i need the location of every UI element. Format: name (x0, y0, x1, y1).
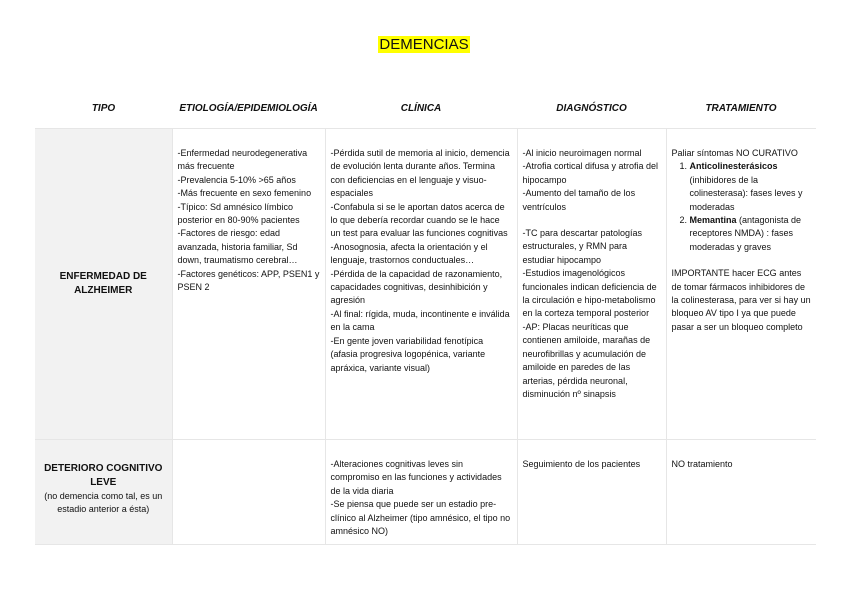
type-name: ENFERMEDAD DE ALZHEIMER (59, 271, 147, 296)
text-line: -Factores genéticos: APP, PSEN1 y PSEN 2 (177, 268, 320, 293)
cell-etiologia (172, 440, 325, 545)
header-etiologia: ETIOLOGÍA/EPIDEMIOLOGÍA (172, 88, 325, 129)
spacer (523, 214, 661, 227)
cell-clinica (325, 440, 517, 545)
text-line: Seguimiento de los pacientes (522, 459, 641, 469)
treatment-note: IMPORTANTE hacer ECG antes de tomar fármacos inhibidores de la colinesterasa, para ver si hay un bloqueo AV tipo I ya que puede pasar a ser un bloqueo completo (671, 268, 811, 332)
text-line: -Típico: Sd amnésico límbico posterior en 80-90% pacientes (177, 201, 300, 226)
table-row-alzheimer (35, 129, 816, 440)
text-line: -AP: Placas neuríticas que contienen amiloide, marañas de neurofibrillas y acumulación de amiloide en paredes de las arterias, pérdida neuronal, disminución nº sinapsis (522, 321, 651, 399)
text-line: -Enfermedad neurodegenerativa más frecuente (177, 148, 308, 172)
cell-diagnostico (517, 129, 666, 440)
text-line: -Al inicio neuroimagen normal (522, 148, 642, 158)
drug-name: Anticolinesterásicos (689, 161, 778, 172)
text-line: -Confabula si se le aportan datos acerca de lo que debería recordar cuando se le hace un test para evaluar las funciones cognitivas (330, 201, 508, 239)
header-clinica: CLÍNICA (325, 88, 517, 129)
document-title-wrap (0, 36, 848, 54)
spacer (672, 254, 812, 267)
type-name: DETERIORO COGNITIVO LEVE (44, 463, 163, 488)
text-line: -Atrofia cortical difusa y atrofia del hipocampo (522, 161, 659, 185)
text-line: -Anosognosia, afecta la orientación y el lenguaje, trastornos conductuales… (330, 241, 488, 266)
header-diagnostico: DIAGNÓSTICO (517, 88, 666, 129)
text-line: -Estudios imagenológicos funcionales indican deficiencia de la circulación e hipo-metabolismo en la corteza temporal posterior (522, 268, 657, 319)
cell-tipo (35, 129, 172, 440)
treatment-list (672, 160, 812, 254)
cell-tratamiento (666, 440, 816, 545)
drug-detail: (inhibidores de la colinesterasa): fases leves y moderadas (689, 174, 803, 212)
header-tipo: TIPO (35, 88, 172, 129)
text-line: -Aumento del tamaño de los ventrículos (522, 188, 636, 212)
text-line: -En gente joven variabilidad fenotípica (afasia progresiva logopénica, variante apráxica, variante visual) (330, 335, 486, 373)
cell-tipo (35, 440, 172, 545)
text-line: NO tratamiento (671, 459, 733, 469)
type-subtitle: (no demencia como tal, es un estadio anterior a ésta) (44, 491, 163, 514)
text-line: -Pérdida sutil de memoria al inicio, demencia de evolución lenta durante años. Termina con deficiencias en el lenguaje y visuo-espaciales (330, 148, 510, 199)
treatment-intro: Paliar síntomas NO CURATIVO (671, 148, 798, 158)
text-line: -Al final: rígida, muda, incontinente e inválida en la cama (330, 308, 510, 333)
drug-detail: (antagonista de receptores NMDA) : fases moderadas y graves (689, 215, 802, 252)
document-title: DEMENCIAS (379, 36, 469, 53)
text-line: -Más frecuente en sexo femenino (177, 188, 312, 199)
drug-name: Memantina (689, 215, 737, 226)
list-item (690, 214, 812, 254)
cell-tratamiento (666, 129, 816, 440)
text-line: -Factores de riesgo: edad avanzada, historia familiar, Sd down, traumatismo cerebral… (177, 228, 298, 266)
text-line: -TC para descartar patologías estructurales, y RMN para estudiar hipocampo (522, 228, 643, 265)
text-line: -Pérdida de la capacidad de razonamiento, capacidades cognitivas, desinhibición y agresión (330, 268, 503, 306)
list-item (690, 160, 812, 214)
text-line: -Alteraciones cognitivas leves sin compromiso en las funciones y actividades de la vida diaria (330, 459, 502, 496)
header-row (35, 88, 816, 129)
cell-etiologia (172, 129, 325, 440)
dementia-table (35, 88, 816, 545)
cell-diagnostico (517, 440, 666, 545)
text-line: -Prevalencia 5-10% >65 años (177, 174, 296, 185)
table-row-deterioro (35, 440, 816, 545)
text-line: -Se piensa que puede ser un estadio pre-clínico al Alzheimer (tipo amnésico, el tipo no amnésico NO) (330, 499, 511, 537)
cell-clinica (325, 129, 517, 440)
header-tratamiento: TRATAMIENTO (666, 88, 816, 129)
